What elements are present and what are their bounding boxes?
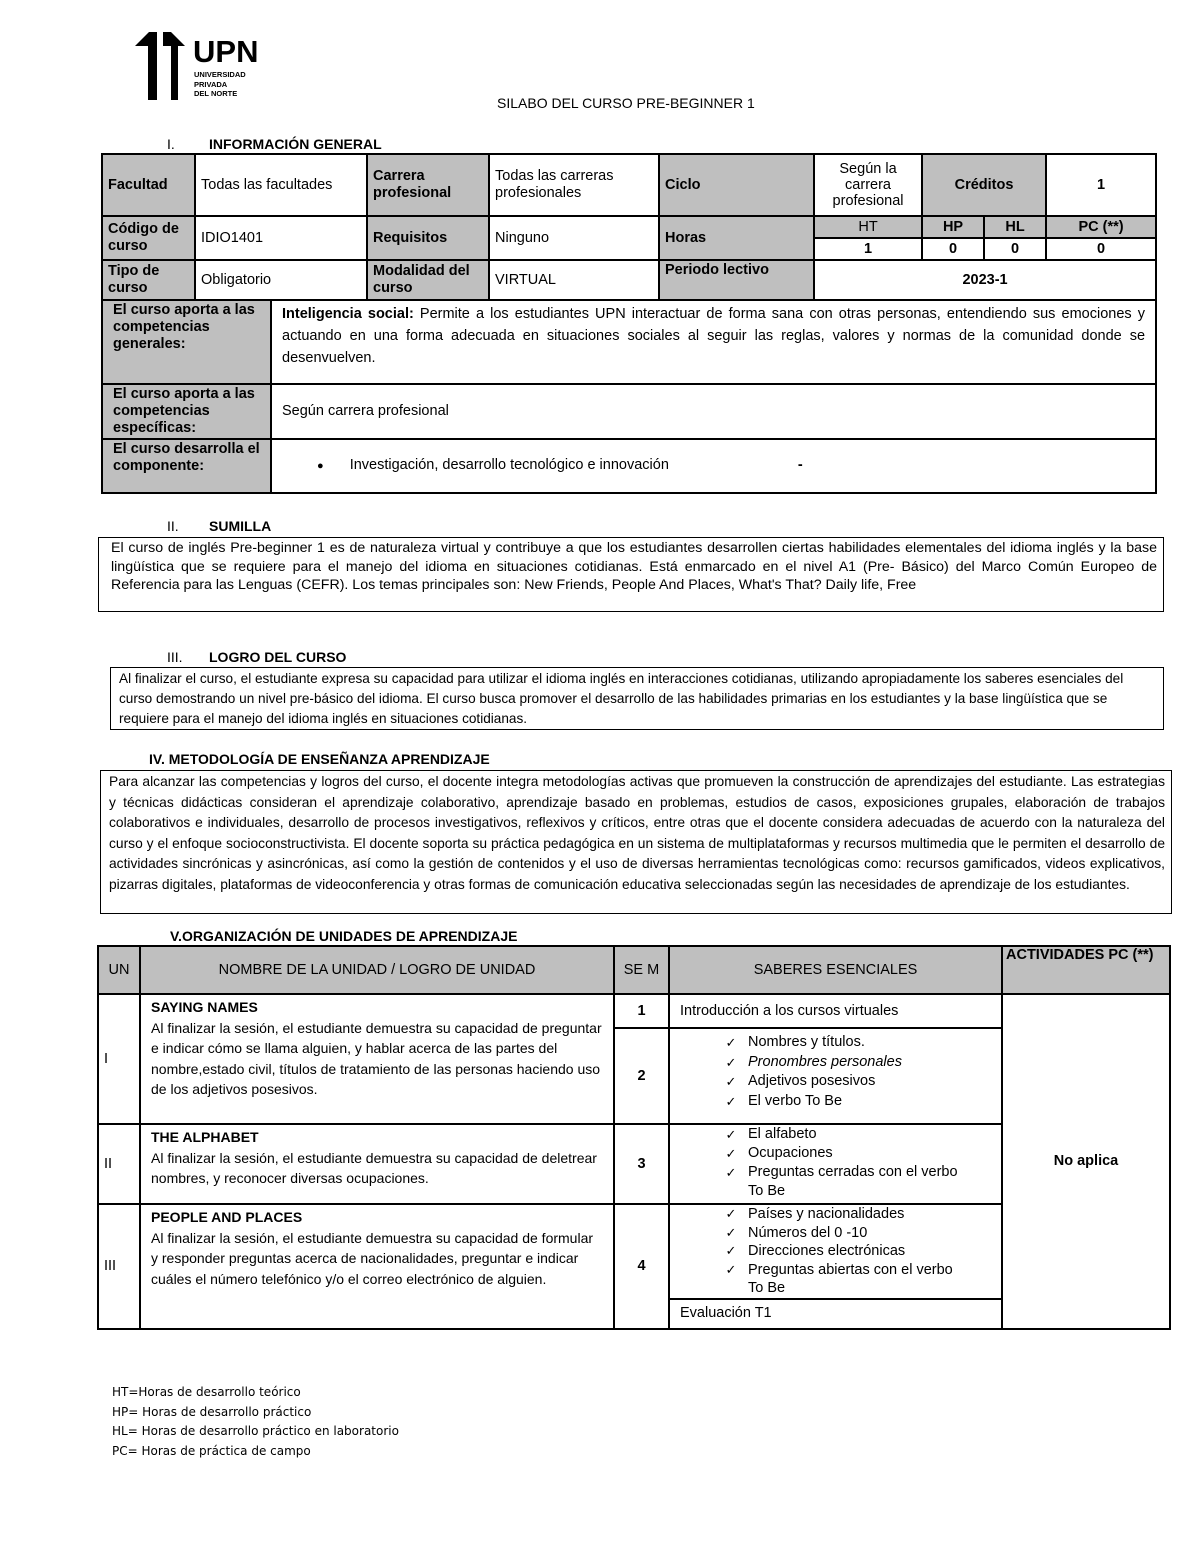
codigo-label: Código de curso [102,216,195,260]
codigo-value: IDIO1401 [195,216,367,260]
requisitos-label: Requisitos [367,216,489,260]
footnote-pc: PC= Horas de práctica de campo [112,1443,311,1458]
metodologia-text: Para alcanzar las competencias y logros del curso, el docente integra metodologías activas que promueven la construcción de aprendizajes del estudiante. Las estrategias y técnicas didácticas consideran el aprendizaje colaborativo, aprendizaje basado en problemas, estudios de casos, exposiciones grupales, elaboración de trabajos colaborativos e individuales, desarrollo de procesos investigativos, reflexivos y críticos, entre otras que el docente considera adecuadas de acuerdo con la naturaleza del curso y el enfoque socioconstructivista. El docente soporta su práctica pedagógica en un sistema de multiplataformas y recursos multimedia que le permiten el desarrollo de actividades sincrónicas y asincrónicas, así como la gestión de contenidos y el uso de diversas herramientas tecnológicas como: recursos gamificados, videos explicativos, pizarras digitales, plataformas de videoconferencia y otras formas de comunicación educativa seleccionadas según las necesidades de aprendizaje de los estudiantes. [100,770,1172,914]
upn-logo [135,32,265,104]
carrera-label: Carrera profesional [367,154,489,216]
hl-value: 0 [984,238,1046,260]
comp-gen-value: Inteligencia social: Permite a los estudiantes UPN interactuar de forma sana con otras personas, entendiendo sus emociones y actuando en una forma adecuada en situaciones sociales al seguir las reglas, valores y normas de la comunidad donde se desenvuelven. [271,300,1156,384]
list-item: ✓ Números del 0 -10 [725,1224,868,1241]
requisitos-value: Ninguno [489,216,659,260]
horas-label: Horas [659,216,814,260]
list-item: ✓ Ocupaciones [725,1145,833,1161]
footnote-hl: HL= Horas de desarrollo práctico en laboratorio [112,1424,399,1438]
list-item: ✓ Nombres y títulos. [725,1034,865,1050]
hp-label: HP [922,216,984,238]
creditos-label: Créditos [922,154,1046,216]
facultad-label: Facultad [102,154,195,216]
list-item: ✓ El alfabeto [725,1126,817,1142]
unit-1-number: I [98,994,140,1124]
section-2-heading: II. SUMILLA [167,518,272,534]
unit-1-saberes [669,1028,1002,1124]
periodo-value: 2023-1 [814,260,1156,300]
unit-2-saberes [669,1124,1002,1204]
ciclo-label: Ciclo [659,154,814,216]
footnote-ht: HT=Horas de desarrollo teórico [112,1385,301,1399]
unit-3-sem: 4 [614,1204,669,1329]
section-5-heading: V.ORGANIZACIÓN DE UNIDADES DE APRENDIZAJE [170,928,518,944]
unit-2-logro: THE ALPHABET Al finalizar la sesión, el estudiante demuestra su capacidad de deletrear nombres, y reconocer diversas ocupaciones. [140,1124,614,1204]
logo-brand: UPN [193,34,259,69]
unit-1-saber-a: Introducción a los cursos virtuales [669,994,1002,1028]
unit-3-logro: PEOPLE AND PLACES Al finalizar la sesión, el estudiante demuestra su capacidad de formular y responder preguntas acerca de nacionalidades, preguntar e indicar cuáles el número telefónico y/o el correo electrónico de alguien. [140,1204,614,1329]
logro-text: Al finalizar el curso, el estudiante expresa su capacidad para utilizar el idioma inglés en interacciones cotidianas, utilizando apropiadamente los saberes esenciales del curso demostrando un nivel pre-básico del idioma. El curso busca promover el desarrollo de las habilidades primarias en los estudiantes y la base lingüística que se requiere para el manejo del idioma inglés en situaciones cotidianas. [110,667,1164,730]
list-item: ✓ Adjetivos posesivos [725,1073,876,1089]
sumilla-text: El curso de inglés Pre-beginner 1 es de naturaleza virtual y contribuye a que los estudiantes desarrollen ciertas habilidades elementales del idioma inglés y la base lingüística que se requiere para el manejo del idioma en situaciones cotidianas. Está enmarcado en el nivel A1 (Pre- Básico) del Marco Común Europeo de Referencia para las Lenguas (CEFR). Los temas principales son: New Friends, People And Places, What's That? Daily life, Free [98,537,1164,612]
tipo-value: Obligatorio [195,260,367,300]
footnotes [112,1383,399,1461]
units-table [97,945,1171,1330]
section-1-heading: I. INFORMACIÓN GENERAL [167,136,382,152]
ht-value: 1 [814,238,922,260]
actividades-value: No aplica [1002,994,1170,1329]
unit-1-logro: SAYING NAMES Al finalizar la sesión, el estudiante demuestra su capacidad de preguntar e indicar cómo se llama alguien, y hablar acerca de las partes del nombre,estado civil, títulos de tratamiento de las personas haciendo uso de los adjetivos posesivos. [140,994,614,1124]
list-item: ✓ Países y nacionalidades [725,1206,905,1222]
section-4-heading: IV. METODOLOGÍA DE ENSEÑANZA APRENDIZAJE [149,751,490,767]
list-item: ✓ Pronombres personales [725,1053,902,1070]
pc-label: PC (**) [1046,216,1156,238]
list-item: ✓ Preguntas cerradas con el verbo To Be [725,1164,958,1199]
modalidad-label: Modalidad del curso [367,260,489,300]
pc-value: 0 [1046,238,1156,260]
tipo-label: Tipo de curso [102,260,195,300]
comp-esp-label: El curso aporta a las competencias específicas: [102,384,271,439]
footnote-hp: HP= Horas de desarrollo práctico [112,1404,312,1419]
document-title: SILABO DEL CURSO PRE-BEGINNER 1 [497,95,755,111]
comp-esp-value: Según carrera profesional [271,384,1156,439]
ht-label: HT [814,216,922,238]
logo-subtitle: UNIVERSIDAD PRIVADA DEL NORTE [194,70,246,98]
hl-label: HL [984,216,1046,238]
facultad-value: Todas las facultades [195,154,367,216]
evaluacion-t1: Evaluación T1 [669,1299,1002,1329]
header-actividades: ACTIVIDADES PC (**) [1002,946,1170,994]
ciclo-value: Según la carrera profesional [814,154,922,216]
hp-value: 0 [922,238,984,260]
upn-logo-mark-icon [135,32,191,102]
header-sem: SE M [614,946,669,994]
header-nombre: NOMBRE DE LA UNIDAD / LOGRO DE UNIDAD [140,946,614,994]
componente-label: El curso desarrolla el componente: [102,439,271,493]
periodo-label: Periodo lectivo [659,260,814,300]
unit-3-number: III [98,1204,140,1329]
header-saberes: SABERES ESENCIALES [669,946,1002,994]
unit-3-saberes [669,1204,1002,1299]
componente-value: ● Investigación, desarrollo tecnológico e innovación - [271,439,1156,493]
unit-1-sem-b: 2 [614,1028,669,1124]
section-3-heading: III. LOGRO DEL CURSO [167,649,347,665]
list-item: ✓ Direcciones electrónicas [725,1243,906,1259]
unit-2-sem: 3 [614,1124,669,1204]
modalidad-value: VIRTUAL [489,260,659,300]
creditos-value: 1 [1046,154,1156,216]
list-item: ✓ El verbo To Be [725,1092,843,1109]
general-info-table [101,153,1157,494]
header-un: UN [98,946,140,994]
comp-gen-label: El curso aporta a las competencias generales: [102,300,271,384]
unit-1-sem-a: 1 [614,994,669,1028]
unit-2-number: II [98,1124,140,1204]
list-item: ✓ Preguntas abiertas con el verbo To Be [725,1261,953,1296]
carrera-value: Todas las carreras profesionales [489,154,659,216]
